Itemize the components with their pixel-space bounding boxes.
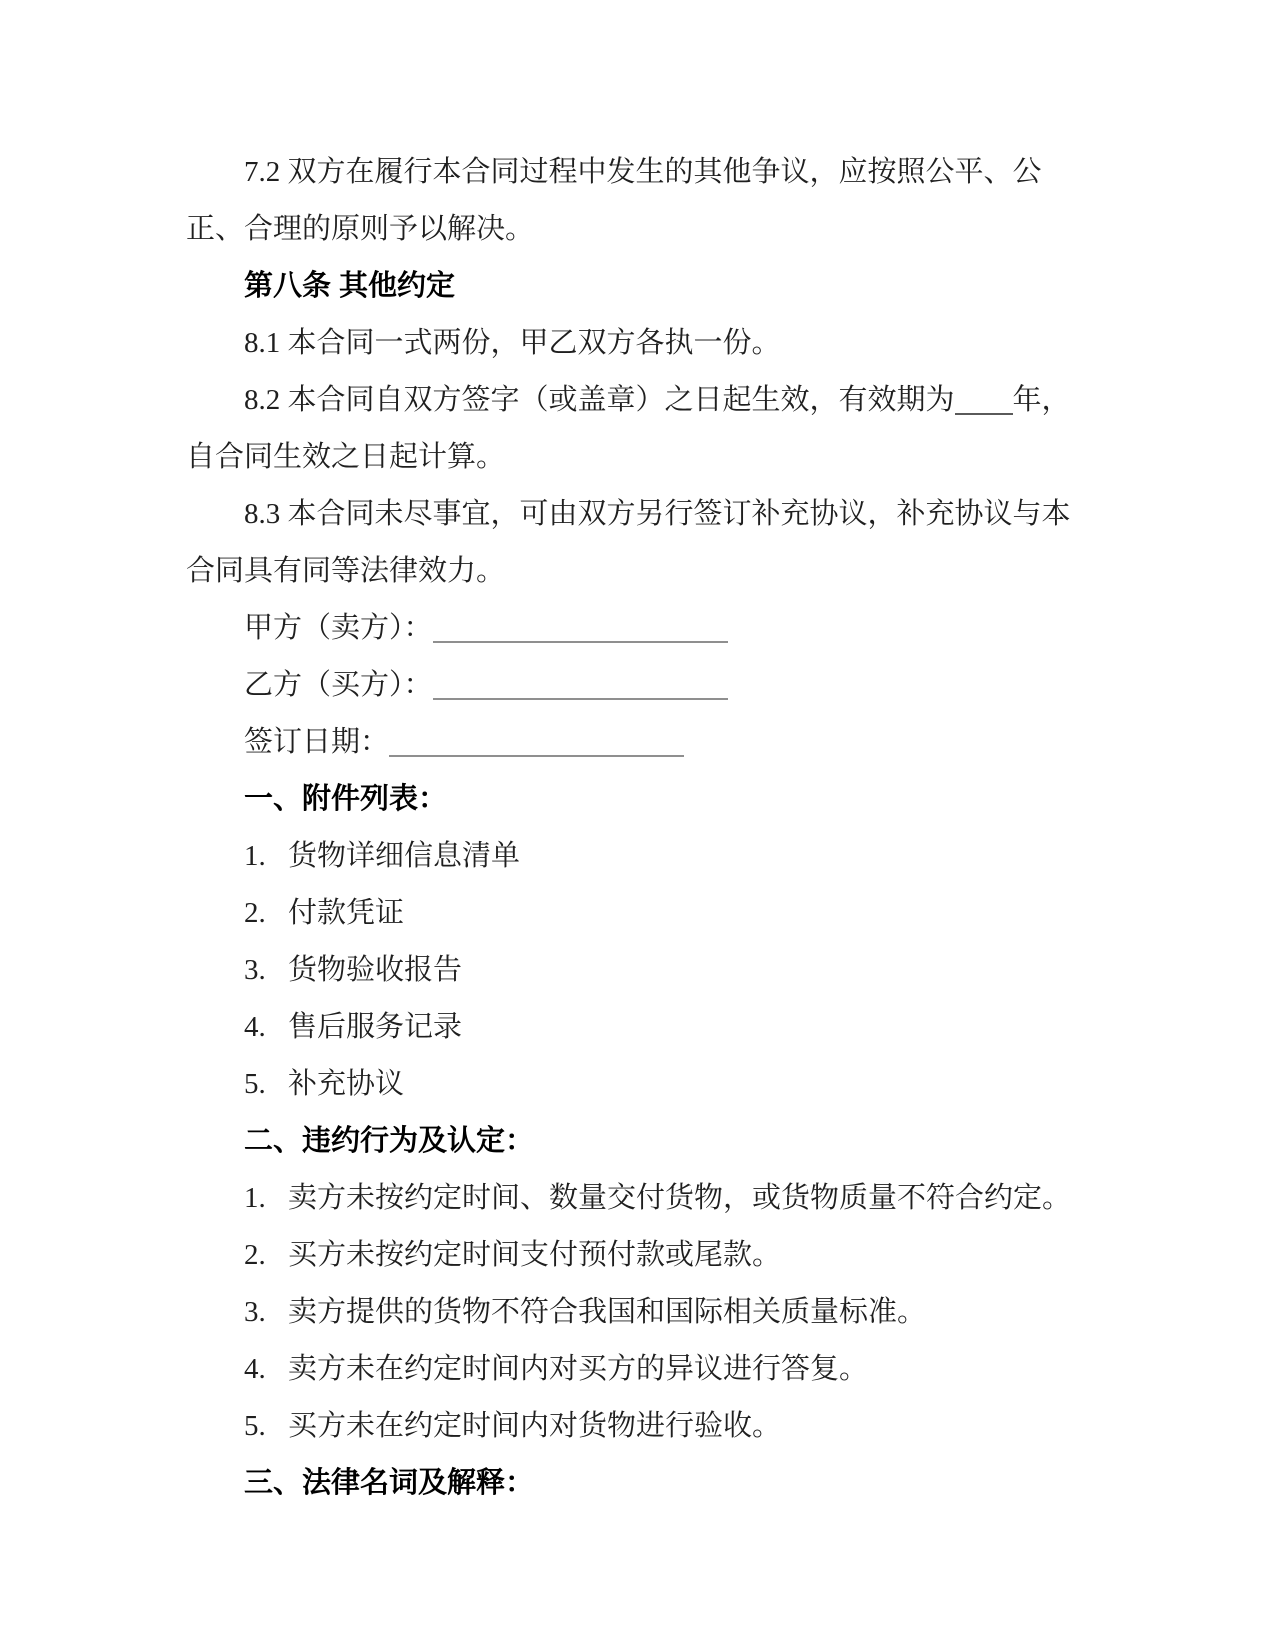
- signature-line: [186, 714, 1076, 771]
- list-item: [186, 1170, 1076, 1227]
- list-item-number: 3.: [244, 954, 266, 986]
- list-item: [186, 1341, 1076, 1398]
- signature-line: [186, 600, 1076, 657]
- list-item-text: 卖方提供的货物不符合我国和国际相关质量标准。: [288, 1296, 927, 1328]
- list-item-text: 付款凭证: [288, 897, 405, 929]
- list-item: [186, 1227, 1076, 1284]
- list-item: [186, 999, 1076, 1056]
- signature-label: 乙方（买方）：: [244, 669, 433, 701]
- list-item-number: 2.: [244, 1239, 266, 1271]
- clause-text-after: 年，自合同生效之日起计算。: [186, 384, 1071, 473]
- list-item-number: 2.: [244, 897, 266, 929]
- section-heading: 二、违约行为及认定：: [244, 1125, 535, 1157]
- document-body: [186, 144, 1076, 1512]
- inline-blank-line: [955, 413, 1013, 415]
- signature-blank-line: [433, 641, 728, 643]
- contract-paragraph: [186, 372, 1076, 486]
- list-item: [186, 1284, 1076, 1341]
- list-item-number: 3.: [244, 1296, 266, 1328]
- contract-paragraph: 8.3 本合同未尽事宜，可由双方另行签订补充协议，补充协议与本合同具有同等法律效力。: [186, 498, 1071, 587]
- list-item: [186, 828, 1076, 885]
- list-item: [186, 885, 1076, 942]
- contract-paragraph: 7.2 双方在履行本合同过程中发生的其他争议，应按照公平、公正、合理的原则予以解决。: [186, 156, 1042, 245]
- signature-blank-line: [389, 755, 684, 757]
- list-item: [186, 1398, 1076, 1455]
- signature-label: 签订日期：: [244, 726, 390, 758]
- list-item-number: 4.: [244, 1353, 266, 1385]
- list-item-text: 售后服务记录: [288, 1011, 463, 1043]
- section-heading: 三、法律名词及解释：: [244, 1467, 535, 1499]
- list-item-number: 1.: [244, 1182, 266, 1214]
- list-item: [186, 1056, 1076, 1113]
- list-item-text: 买方未按约定时间支付预付款或尾款。: [288, 1239, 782, 1271]
- list-item-number: 1.: [244, 840, 266, 872]
- list-item-text: 卖方未按约定时间、数量交付货物，或货物质量不符合约定。: [288, 1182, 1072, 1214]
- signature-line: [186, 657, 1076, 714]
- clause-text-before: 8.2 本合同自双方签字（或盖章）之日起生效，有效期为: [244, 384, 955, 416]
- signature-blank-line: [433, 698, 728, 700]
- list-item-number: 4.: [244, 1011, 266, 1043]
- contract-paragraph: 8.1 本合同一式两份，甲乙双方各执一份。: [244, 327, 781, 359]
- list-item-text: 补充协议: [288, 1068, 405, 1100]
- list-item-number: 5.: [244, 1068, 266, 1100]
- signature-label: 甲方（卖方）：: [244, 612, 433, 644]
- list-item-number: 5.: [244, 1410, 266, 1442]
- section-heading: 第八条 其他约定: [244, 270, 456, 302]
- list-item-text: 货物验收报告: [288, 954, 463, 986]
- section-heading: 一、附件列表：: [244, 783, 448, 815]
- list-item-text: 卖方未在约定时间内对买方的异议进行答复。: [288, 1353, 869, 1385]
- list-item: [186, 942, 1076, 999]
- list-item-text: 货物详细信息清单: [288, 840, 521, 872]
- list-item-text: 买方未在约定时间内对货物进行验收。: [288, 1410, 782, 1442]
